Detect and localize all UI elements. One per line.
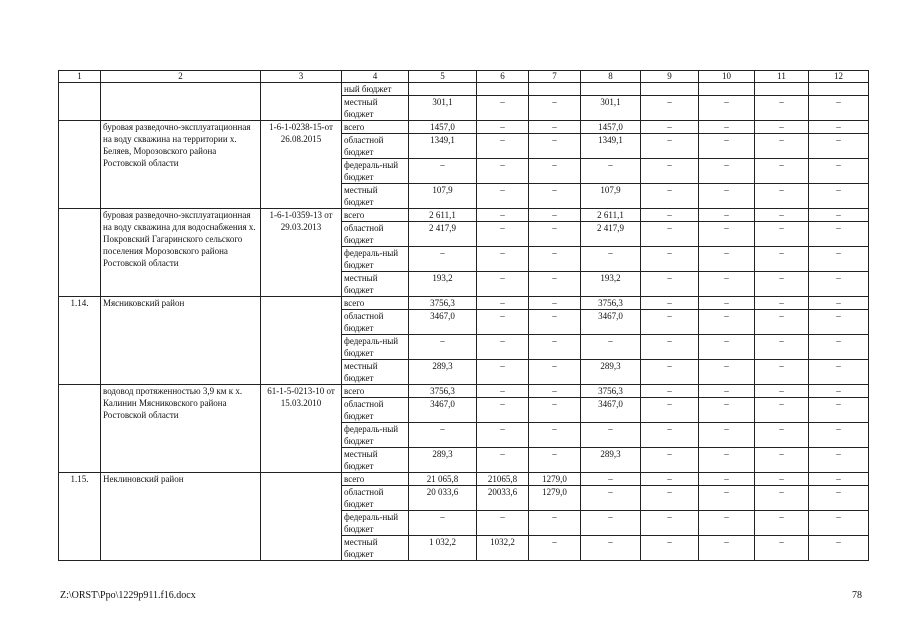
value-cell: – bbox=[641, 209, 699, 222]
value-cell: 3467,0 bbox=[409, 310, 477, 335]
value-cell: – bbox=[809, 423, 869, 448]
header-row bbox=[59, 71, 869, 83]
value-cell: 21065,8 bbox=[477, 473, 529, 486]
value-cell: – bbox=[699, 335, 755, 360]
value-cell: – bbox=[409, 511, 477, 536]
value-cell: – bbox=[755, 335, 809, 360]
value-cell: – bbox=[809, 486, 869, 511]
value-cell: – bbox=[699, 159, 755, 184]
value-cell: – bbox=[699, 385, 755, 398]
value-cell: 3756,3 bbox=[581, 297, 641, 310]
value-cell bbox=[477, 83, 529, 96]
value-cell: – bbox=[581, 486, 641, 511]
value-cell: – bbox=[641, 536, 699, 561]
value-cell: – bbox=[477, 423, 529, 448]
table-row bbox=[59, 473, 869, 486]
value-cell: – bbox=[699, 134, 755, 159]
budget-source: всего bbox=[342, 121, 409, 134]
value-cell: – bbox=[477, 159, 529, 184]
value-cell: 1279,0 bbox=[529, 473, 581, 486]
value-cell: – bbox=[755, 511, 809, 536]
value-cell: – bbox=[477, 448, 529, 473]
value-cell: – bbox=[477, 335, 529, 360]
budget-source: местный бюджет bbox=[342, 184, 409, 209]
value-cell: – bbox=[809, 398, 869, 423]
value-cell: – bbox=[699, 310, 755, 335]
value-cell: – bbox=[755, 96, 809, 121]
value-cell: – bbox=[641, 335, 699, 360]
value-cell: – bbox=[755, 184, 809, 209]
value-cell: – bbox=[809, 247, 869, 272]
object-name: Мясниковский район bbox=[101, 297, 261, 385]
budget-source: областной бюджет bbox=[342, 222, 409, 247]
value-cell bbox=[529, 83, 581, 96]
value-cell: 301,1 bbox=[581, 96, 641, 121]
budget-source: местный бюджет bbox=[342, 536, 409, 561]
document-number bbox=[261, 297, 342, 385]
value-cell: – bbox=[699, 448, 755, 473]
value-cell: 3467,0 bbox=[409, 398, 477, 423]
value-cell: – bbox=[809, 272, 869, 297]
value-cell: 20 033,6 bbox=[409, 486, 477, 511]
value-cell: – bbox=[641, 121, 699, 134]
value-cell: – bbox=[809, 96, 869, 121]
table-row bbox=[59, 385, 869, 398]
value-cell: – bbox=[641, 310, 699, 335]
value-cell: 3467,0 bbox=[581, 398, 641, 423]
value-cell: 1032,2 bbox=[477, 536, 529, 561]
value-cell: – bbox=[529, 310, 581, 335]
header-cell: 4 bbox=[342, 71, 409, 83]
value-cell: – bbox=[641, 96, 699, 121]
value-cell: – bbox=[755, 385, 809, 398]
value-cell: – bbox=[529, 209, 581, 222]
value-cell: 193,2 bbox=[409, 272, 477, 297]
value-cell bbox=[699, 83, 755, 96]
value-cell: – bbox=[529, 96, 581, 121]
value-cell: – bbox=[641, 159, 699, 184]
value-cell: – bbox=[809, 222, 869, 247]
value-cell: – bbox=[529, 448, 581, 473]
value-cell: – bbox=[529, 184, 581, 209]
value-cell: – bbox=[529, 536, 581, 561]
value-cell: 2 417,9 bbox=[409, 222, 477, 247]
budget-source: всего bbox=[342, 297, 409, 310]
budget-source: всего bbox=[342, 209, 409, 222]
value-cell: – bbox=[477, 310, 529, 335]
value-cell: – bbox=[641, 247, 699, 272]
budget-source: местный бюджет bbox=[342, 96, 409, 121]
value-cell: – bbox=[699, 222, 755, 247]
value-cell: – bbox=[699, 247, 755, 272]
value-cell: – bbox=[809, 121, 869, 134]
value-cell: – bbox=[529, 511, 581, 536]
value-cell: – bbox=[477, 272, 529, 297]
document-number bbox=[261, 473, 342, 561]
header-cell: 7 bbox=[529, 71, 581, 83]
value-cell: – bbox=[581, 247, 641, 272]
value-cell: 3756,3 bbox=[409, 385, 477, 398]
value-cell: – bbox=[477, 360, 529, 385]
table-row bbox=[59, 209, 869, 222]
budget-source: федераль-ный бюджет bbox=[342, 423, 409, 448]
value-cell: – bbox=[699, 96, 755, 121]
budget-source: федераль-ный бюджет bbox=[342, 335, 409, 360]
value-cell: – bbox=[699, 398, 755, 423]
table-row bbox=[59, 83, 869, 96]
value-cell: 2 611,1 bbox=[409, 209, 477, 222]
value-cell: – bbox=[699, 536, 755, 561]
row-number bbox=[59, 209, 101, 297]
value-cell: – bbox=[809, 536, 869, 561]
budget-source: местный бюджет bbox=[342, 448, 409, 473]
value-cell: – bbox=[809, 297, 869, 310]
budget-source: областной бюджет bbox=[342, 398, 409, 423]
value-cell: – bbox=[809, 184, 869, 209]
row-number bbox=[59, 385, 101, 473]
budget-source: местный бюджет bbox=[342, 360, 409, 385]
value-cell: – bbox=[699, 121, 755, 134]
value-cell: – bbox=[477, 247, 529, 272]
value-cell: – bbox=[699, 360, 755, 385]
value-cell: – bbox=[641, 134, 699, 159]
value-cell: – bbox=[581, 511, 641, 536]
value-cell: – bbox=[477, 134, 529, 159]
value-cell: – bbox=[755, 423, 809, 448]
value-cell: 2 417,9 bbox=[581, 222, 641, 247]
value-cell: – bbox=[699, 184, 755, 209]
value-cell: 2 611,1 bbox=[581, 209, 641, 222]
table-row bbox=[59, 121, 869, 134]
value-cell: – bbox=[755, 159, 809, 184]
value-cell: – bbox=[755, 398, 809, 423]
value-cell: – bbox=[699, 473, 755, 486]
value-cell: 289,3 bbox=[581, 448, 641, 473]
header-cell: 12 bbox=[809, 71, 869, 83]
value-cell: – bbox=[809, 159, 869, 184]
budget-source: всего bbox=[342, 473, 409, 486]
value-cell: – bbox=[755, 360, 809, 385]
object-name: буровая разведочно-эксплуатационная на воду скважина для водоснабжения х. Покровский Гагаринского сельского поселения Морозовского района Ростовской области bbox=[101, 209, 261, 297]
value-cell: – bbox=[529, 222, 581, 247]
value-cell: – bbox=[755, 486, 809, 511]
value-cell bbox=[641, 83, 699, 96]
value-cell: – bbox=[699, 423, 755, 448]
value-cell: – bbox=[641, 360, 699, 385]
header-cell: 11 bbox=[755, 71, 809, 83]
value-cell: – bbox=[755, 448, 809, 473]
value-cell: 1349,1 bbox=[409, 134, 477, 159]
row-number: 1.15. bbox=[59, 473, 101, 561]
document-path: Z:\ORST\Ppo\1229p911.f16.docx bbox=[60, 590, 196, 601]
value-cell: – bbox=[529, 398, 581, 423]
budget-source: всего bbox=[342, 385, 409, 398]
value-cell: 193,2 bbox=[581, 272, 641, 297]
value-cell: – bbox=[409, 335, 477, 360]
value-cell: – bbox=[641, 184, 699, 209]
value-cell: – bbox=[477, 297, 529, 310]
value-cell: – bbox=[529, 297, 581, 310]
value-cell: – bbox=[581, 536, 641, 561]
header-cell: 5 bbox=[409, 71, 477, 83]
value-cell: – bbox=[477, 121, 529, 134]
value-cell: – bbox=[529, 121, 581, 134]
budget-source: областной бюджет bbox=[342, 310, 409, 335]
value-cell: – bbox=[699, 209, 755, 222]
value-cell: – bbox=[477, 385, 529, 398]
value-cell: – bbox=[809, 511, 869, 536]
value-cell: – bbox=[809, 360, 869, 385]
value-cell: – bbox=[529, 272, 581, 297]
value-cell: 21 065,8 bbox=[409, 473, 477, 486]
value-cell: – bbox=[809, 310, 869, 335]
header-cell: 6 bbox=[477, 71, 529, 83]
document-number: 1-6-1-0238-15-от 26.08.2015 bbox=[261, 121, 342, 209]
budget-table bbox=[58, 70, 869, 561]
object-name: буровая разведочно-эксплуатационная на воду скважина на территории х. Беляев, Морозовского района Ростовской области bbox=[101, 121, 261, 209]
value-cell: – bbox=[755, 121, 809, 134]
value-cell: – bbox=[699, 486, 755, 511]
value-cell: 1 032,2 bbox=[409, 536, 477, 561]
budget-source: областной бюджет bbox=[342, 486, 409, 511]
value-cell: – bbox=[477, 511, 529, 536]
value-cell: – bbox=[641, 398, 699, 423]
value-cell: – bbox=[755, 247, 809, 272]
value-cell bbox=[409, 83, 477, 96]
value-cell: – bbox=[809, 385, 869, 398]
value-cell: – bbox=[641, 272, 699, 297]
value-cell: – bbox=[409, 247, 477, 272]
object-name bbox=[101, 83, 261, 121]
value-cell: – bbox=[641, 423, 699, 448]
value-cell: – bbox=[641, 473, 699, 486]
document-number: 61-1-5-0213-10 от 15.03.2010 bbox=[261, 385, 342, 473]
value-cell: – bbox=[641, 511, 699, 536]
value-cell: – bbox=[755, 272, 809, 297]
value-cell: – bbox=[477, 96, 529, 121]
value-cell: – bbox=[641, 385, 699, 398]
value-cell: 1457,0 bbox=[581, 121, 641, 134]
value-cell: 107,9 bbox=[409, 184, 477, 209]
value-cell: – bbox=[581, 473, 641, 486]
value-cell: – bbox=[477, 184, 529, 209]
value-cell: – bbox=[529, 159, 581, 184]
header-cell: 1 bbox=[59, 71, 101, 83]
value-cell: – bbox=[641, 297, 699, 310]
header-cell: 9 bbox=[641, 71, 699, 83]
value-cell: – bbox=[477, 222, 529, 247]
value-cell: – bbox=[641, 486, 699, 511]
budget-source: федераль-ный бюджет bbox=[342, 159, 409, 184]
value-cell: – bbox=[581, 423, 641, 448]
object-name: Неклиновский район bbox=[101, 473, 261, 561]
value-cell: – bbox=[477, 209, 529, 222]
table-row bbox=[59, 297, 869, 310]
header-cell: 3 bbox=[261, 71, 342, 83]
budget-source: федераль-ный бюджет bbox=[342, 247, 409, 272]
value-cell: 107,9 bbox=[581, 184, 641, 209]
value-cell: – bbox=[529, 247, 581, 272]
header-cell: 8 bbox=[581, 71, 641, 83]
budget-source: федераль-ный бюджет bbox=[342, 511, 409, 536]
value-cell: – bbox=[809, 209, 869, 222]
value-cell bbox=[809, 83, 869, 96]
value-cell: 1349,1 bbox=[581, 134, 641, 159]
value-cell: – bbox=[755, 536, 809, 561]
value-cell: 1279,0 bbox=[529, 486, 581, 511]
value-cell: – bbox=[409, 423, 477, 448]
value-cell: 3756,3 bbox=[581, 385, 641, 398]
value-cell: – bbox=[409, 159, 477, 184]
value-cell: – bbox=[529, 335, 581, 360]
page-number: 78 bbox=[852, 590, 862, 601]
row-number: 1.14. bbox=[59, 297, 101, 385]
value-cell: – bbox=[529, 423, 581, 448]
value-cell: – bbox=[581, 159, 641, 184]
budget-source: ный бюджет bbox=[342, 83, 409, 96]
value-cell: – bbox=[529, 385, 581, 398]
document-number bbox=[261, 83, 342, 121]
value-cell: – bbox=[809, 335, 869, 360]
value-cell: – bbox=[755, 209, 809, 222]
value-cell: – bbox=[755, 297, 809, 310]
value-cell: – bbox=[809, 473, 869, 486]
value-cell: – bbox=[755, 222, 809, 247]
value-cell: – bbox=[755, 473, 809, 486]
object-name: водовод протяженностью 3,9 км к х. Калинин Мясниковского района Ростовской области bbox=[101, 385, 261, 473]
value-cell: – bbox=[477, 398, 529, 423]
budget-source: областной бюджет bbox=[342, 134, 409, 159]
value-cell: 301,1 bbox=[409, 96, 477, 121]
value-cell: 3756,3 bbox=[409, 297, 477, 310]
value-cell: – bbox=[529, 360, 581, 385]
row-number bbox=[59, 83, 101, 121]
value-cell bbox=[755, 83, 809, 96]
value-cell: – bbox=[699, 272, 755, 297]
value-cell: – bbox=[529, 134, 581, 159]
value-cell: 289,3 bbox=[581, 360, 641, 385]
value-cell: – bbox=[581, 335, 641, 360]
header-cell: 2 bbox=[101, 71, 261, 83]
value-cell: – bbox=[699, 297, 755, 310]
value-cell: 289,3 bbox=[409, 360, 477, 385]
document-number: 1-6-1-0359-13 от 29.03.2013 bbox=[261, 209, 342, 297]
header-cell: 10 bbox=[699, 71, 755, 83]
value-cell: 289,3 bbox=[409, 448, 477, 473]
value-cell: 3467,0 bbox=[581, 310, 641, 335]
value-cell bbox=[581, 83, 641, 96]
value-cell: 1457,0 bbox=[409, 121, 477, 134]
value-cell: – bbox=[755, 310, 809, 335]
value-cell: – bbox=[809, 134, 869, 159]
value-cell: – bbox=[641, 222, 699, 247]
value-cell: – bbox=[641, 448, 699, 473]
value-cell: – bbox=[699, 511, 755, 536]
row-number bbox=[59, 121, 101, 209]
value-cell: 20033,6 bbox=[477, 486, 529, 511]
value-cell: – bbox=[755, 134, 809, 159]
budget-source: местный бюджет bbox=[342, 272, 409, 297]
value-cell: – bbox=[809, 448, 869, 473]
